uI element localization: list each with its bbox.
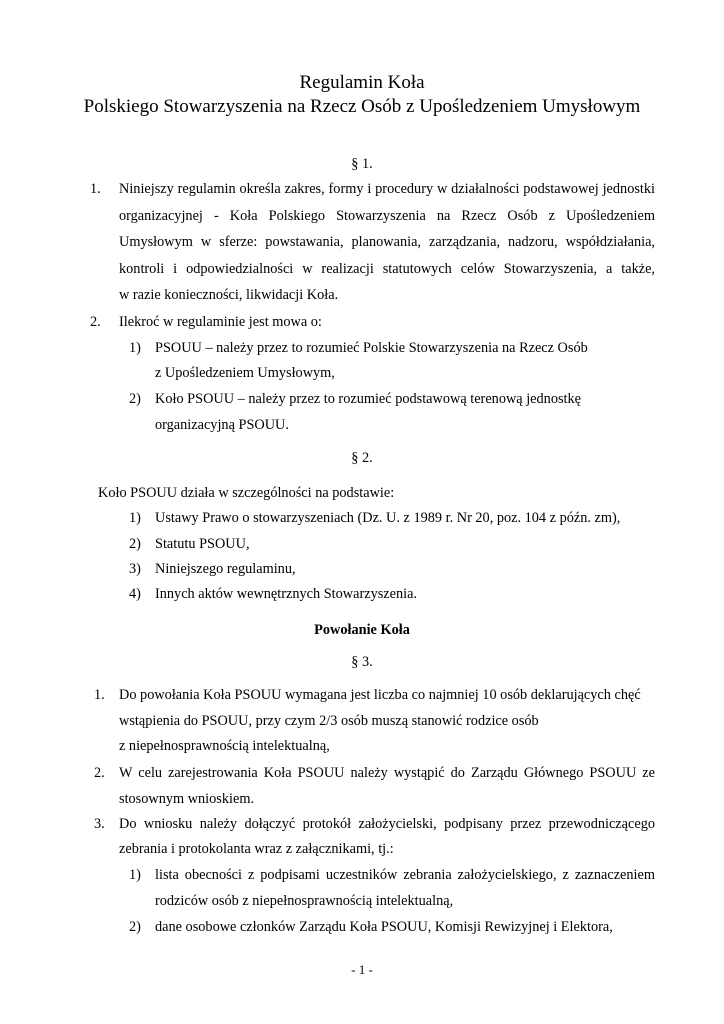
section-1-heading: § 1. bbox=[351, 156, 373, 172]
s2-item4-text: Innych aktów wewnętrznych Stowarzyszenia. bbox=[155, 586, 418, 602]
s3-item1-line-1: Do powołania Koła PSOUU wymagana jest liczba co najmniej 10 osób deklarujących chęć bbox=[119, 687, 641, 703]
title-line-2: Polskiego Stowarzyszenia na Rzecz Osób z Upośledzeniem Umysłowym bbox=[83, 96, 641, 117]
s1-item2-text: Ilekroć w regulaminie jest mowa o: bbox=[119, 314, 322, 330]
s1-item1-line-4: kontroli i odpowiedzialności w realizacji statutowych celów Stowarzyszenia, a także, bbox=[119, 261, 655, 277]
s3-item1-line-2: wstąpienia do PSOUU, przy czym 2/3 osób muszą stanowić rodzice osób bbox=[119, 713, 539, 729]
s3-item2-line-2: stosownym wnioskiem. bbox=[119, 791, 255, 807]
s3-item3-line-2: zebrania i protokolanta wraz z załącznikami, tj.: bbox=[119, 841, 394, 857]
s3-item3-sub2-number: 2) bbox=[129, 919, 141, 935]
subheading-powolanie-kola: Powołanie Koła bbox=[314, 622, 410, 638]
s3-item2-number: 2. bbox=[94, 765, 105, 781]
s1-item1-line-5: w razie konieczności, likwidacji Koła. bbox=[119, 287, 339, 303]
s1-item2-sub1-line-2: z Upośledzeniem Umysłowym, bbox=[155, 365, 335, 381]
s1-item2-sub1-number: 1) bbox=[129, 340, 141, 356]
s3-item3-sub2-line-1: dane osobowe członków Zarządu Koła PSOUU, Komisji Rewizyjnej i Elektora, bbox=[155, 919, 613, 935]
s3-item1-number: 1. bbox=[94, 687, 105, 703]
s2-item3-text: Niniejszego regulaminu, bbox=[155, 561, 296, 577]
s1-item2-sub2-line-2: organizacyjną PSOUU. bbox=[155, 417, 289, 433]
page-number: - 1 - bbox=[351, 962, 373, 977]
s2-intro: Koło PSOUU działa w szczególności na podstawie: bbox=[98, 485, 395, 501]
s2-item1-number: 1) bbox=[129, 510, 141, 526]
s1-item1-line-1: Niniejszy regulamin określa zakres, formy i procedury w działalności podstawowej jednostki bbox=[119, 181, 655, 197]
title-line-1: Regulamin Koła bbox=[299, 72, 425, 93]
s2-item2-number: 2) bbox=[129, 536, 141, 552]
s1-item2-sub1-line-1: PSOUU – należy przez to rozumieć Polskie Stowarzyszenia na Rzecz Osób bbox=[155, 340, 588, 356]
s3-item3-sub1-line-1: lista obecności z podpisami uczestników zebrania założycielskiego, z zaznaczeniem bbox=[155, 867, 655, 883]
s1-item1-line-2: organizacyjnej - Koła Polskiego Stowarzyszenia na Rzecz Osób z Upośledzeniem bbox=[119, 208, 655, 224]
s3-item3-sub1-number: 1) bbox=[129, 867, 141, 883]
section-2-heading: § 2. bbox=[351, 450, 373, 466]
s3-item3-number: 3. bbox=[94, 816, 105, 832]
s3-item2-line-1: W celu zarejestrowania Koła PSOUU należy wystąpić do Zarządu Głównego PSOUU ze bbox=[119, 765, 655, 781]
s3-item1-line-3: z niepełnosprawnością intelektualną, bbox=[119, 738, 330, 754]
s2-item4-number: 4) bbox=[129, 586, 141, 602]
s2-item1-text: Ustawy Prawo o stowarzyszeniach (Dz. U. z 1989 r. Nr 20, poz. 104 z późn. zm), bbox=[155, 510, 621, 526]
s1-item1-number: 1. bbox=[90, 181, 101, 197]
s2-item2-text: Statutu PSOUU, bbox=[155, 536, 250, 552]
s3-item3-sub1-line-2: rodziców osób z niepełnosprawnością intelektualną, bbox=[155, 893, 454, 909]
s1-item2-sub2-number: 2) bbox=[129, 391, 141, 407]
s1-item2-number: 2. bbox=[90, 314, 101, 330]
s2-item3-number: 3) bbox=[129, 561, 141, 577]
section-3-heading: § 3. bbox=[351, 654, 373, 670]
s3-item3-line-1: Do wniosku należy dołączyć protokół założycielski, podpisany przez przewodniczącego bbox=[119, 816, 655, 832]
s1-item2-sub2-line-1: Koło PSOUU – należy przez to rozumieć podstawową terenową jednostkę bbox=[155, 391, 582, 407]
s1-item1-line-3: Umysłowym w sferze: powstawania, planowania, zarządzania, nadzoru, współdziałania, bbox=[119, 234, 655, 250]
